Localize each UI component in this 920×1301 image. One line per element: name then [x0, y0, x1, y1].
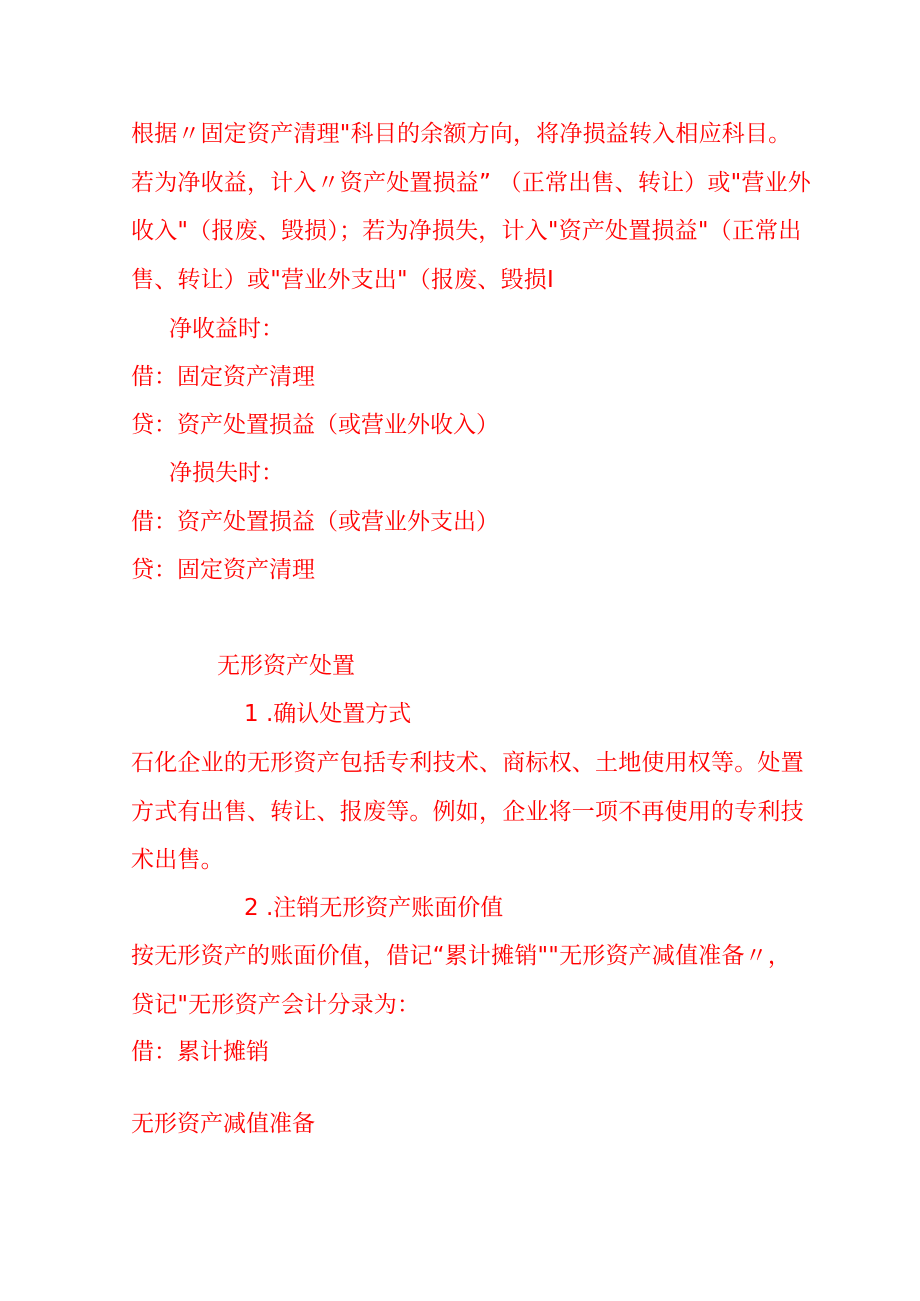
section-title: 无形资产处置: [217, 653, 355, 679]
step-1-heading: 1 .确认处置方式: [244, 701, 412, 727]
paragraph-net-profit-loss-rule: 根据〃固定资产清理"科目的余额方向，将净损益转入相应科目。若为净收益，计入〃资产处置损益” （正常出售、转让）或"营业外收入"（报废、毁损）；若为净损失，计入"资产处置损益"（正常出售、转让）或"营业外支出"（报废、毁损I: [131, 121, 812, 293]
paragraph-write-off-book-value: 按无形资产的账面价值，借记“累计摊销""无形资产减值准备〃，贷记"无形资产会计分录为：: [131, 943, 792, 1018]
net-gain-label: 净收益时：: [169, 316, 284, 342]
paragraph-disposal-methods: 石化企业的无形资产包括专利技术、商标权、土地使用权等。处置方式有出售、转让、报废等。例如，企业将一项不再使用的专利技术出售。: [131, 750, 804, 873]
net-gain-debit-entry: 借：固定资产清理: [131, 364, 315, 390]
impairment-reserve-line: 无形资产减值准备: [131, 1111, 315, 1137]
net-loss-label: 净损失时：: [169, 460, 284, 486]
step-2-heading: 2 .注销无形资产账面价值: [244, 895, 504, 921]
debit-accumulated-amortization: 借：累计摊销: [131, 1039, 269, 1065]
net-gain-credit-entry: 贷：资产处置损益（或营业外收入）: [131, 412, 499, 438]
net-loss-debit-entry: 借：资产处置损益（或营业外支出）: [131, 509, 499, 535]
net-loss-credit-entry: 贷：固定资产清理: [131, 557, 315, 583]
